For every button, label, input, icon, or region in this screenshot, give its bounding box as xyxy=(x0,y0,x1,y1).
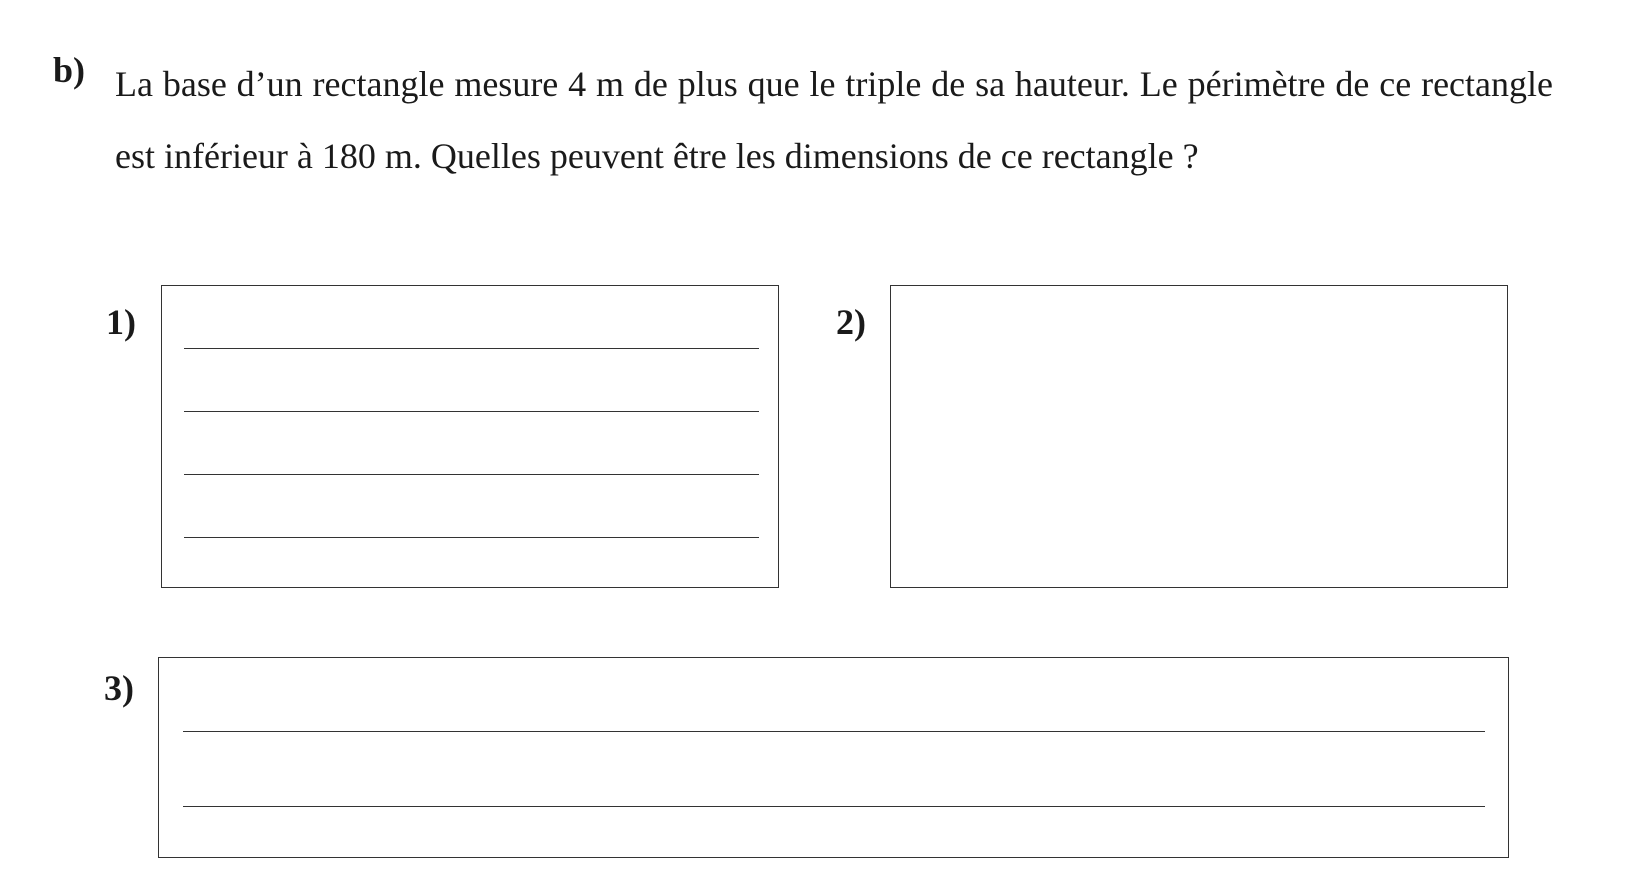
question-label: b) xyxy=(53,50,86,90)
part-1-write-line-4 xyxy=(184,537,759,538)
part-2-label: 2) xyxy=(836,302,866,342)
part-2-answer-box[interactable] xyxy=(890,285,1508,588)
part-3-label: 3) xyxy=(104,668,134,708)
part-1-label: 1) xyxy=(106,302,136,342)
question-text: La base d’un rectangle mesure 4 m de plus que le triple de sa hauteur. Le périmètre de ce rectangle est inférieur à 180 m. Quelles peuvent être les dimensions de ce rectangle ? xyxy=(115,64,1553,176)
part-1-write-line-3 xyxy=(184,474,759,475)
part-1-write-line-1 xyxy=(184,348,759,349)
part-3-answer-box[interactable] xyxy=(158,657,1509,858)
part-3-write-line-2 xyxy=(183,806,1485,807)
part-1-answer-box[interactable] xyxy=(161,285,779,588)
part-3-write-line-1 xyxy=(183,731,1485,732)
part-1-write-line-2 xyxy=(184,411,759,412)
